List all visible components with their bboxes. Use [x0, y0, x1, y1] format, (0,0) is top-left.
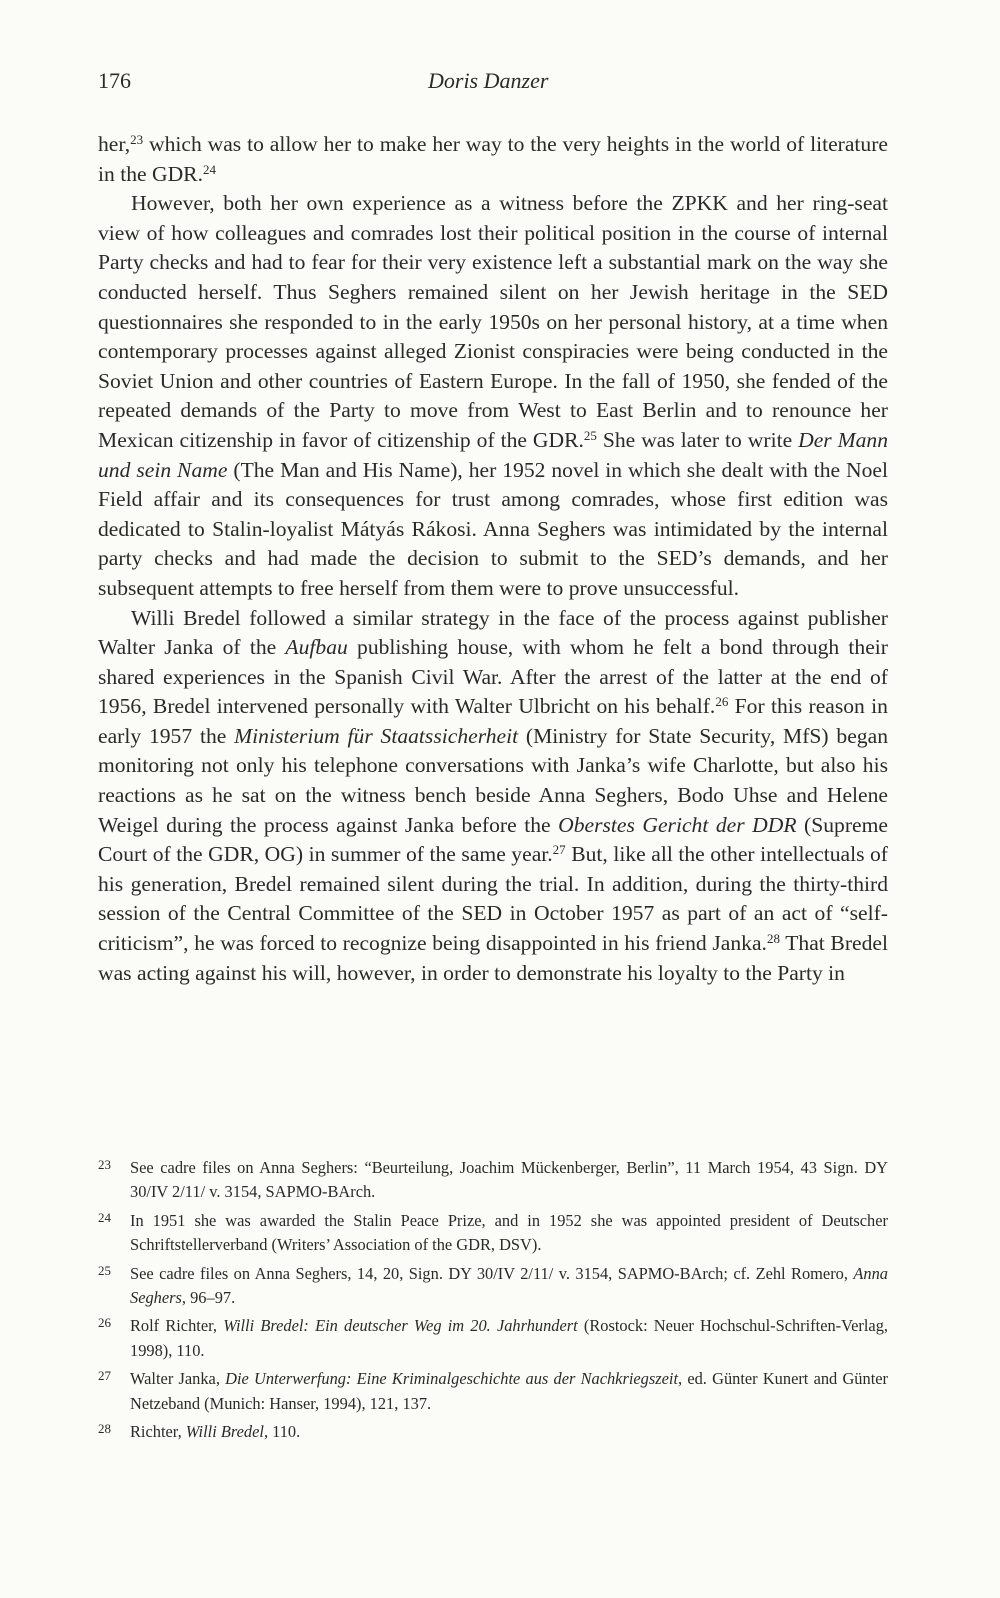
- footnote-number: 25: [98, 1262, 111, 1278]
- text-run: (Rostock: Neuer Hochschul-Schriften-Verlag, 1998), 110.: [130, 1316, 888, 1360]
- footnote: [98, 1367, 888, 1416]
- page-number: 176: [98, 68, 131, 93]
- italic-text: Aufbau: [285, 635, 348, 660]
- text-run: , ed. Günter Kunert and Günter Netzeband (Munich: Hanser, 1994), 121, 137.: [130, 1369, 888, 1413]
- footnote: [98, 1262, 888, 1311]
- italic-text: Anna Seghers: [130, 1263, 888, 1308]
- italic-text: Die Unterwerfung: Eine Kriminalgeschichte aus der Nachkriegszeit: [225, 1369, 678, 1389]
- text-run: In 1951 she was awarded the Stalin Peace Prize, and in 1952 she was appointed president of Deutscher Schriftstellerverband (Writers’ Association of the GDR, DSV).: [130, 1210, 888, 1255]
- text-run: (Ministry for State Security, MfS) began monitoring not only his telephone conversations with Janka’s wife Charlotte, but also his reactions as he sat on the witness bench beside Anna Seghers, Bodo Uhse and Helene Weigel during the process against Janka before the: [98, 723, 888, 837]
- footnote: [98, 1156, 888, 1205]
- text-run: She was later to write: [596, 427, 799, 452]
- text-run: her,: [98, 132, 131, 156]
- footnotes: [98, 1156, 888, 1448]
- footnote-ref: 23: [130, 132, 144, 147]
- italic-text: Der Mann und sein Name: [98, 427, 889, 482]
- text-run: See cadre files on Anna Seghers, 14, 20, Sign. DY 30/IV 2/11/ v. 3154, SAPMO-BArch; cf. Zehl Romero,: [130, 1263, 854, 1283]
- footnote-number: 26: [98, 1315, 111, 1331]
- paragraph: [98, 189, 888, 603]
- running-head: Doris Danzer: [428, 68, 549, 93]
- text-run: Walter Janka,: [130, 1369, 226, 1389]
- text-run: But, like all the other intellectuals of his generation, Bredel remained silent during the trial. In addition, during the thirty-third session of the Central Committee of the SED in October 1957 as part of an act of “self-criticism”, he was forced to recognize being disappointed in his friend Janka.: [98, 842, 888, 956]
- footnote: [98, 1314, 888, 1363]
- text-run: , 110.: [263, 1422, 301, 1442]
- footnote-number: 24: [98, 1209, 111, 1225]
- footnote-ref: 26: [715, 694, 729, 710]
- italic-text: Ministerium für Staatssicherheit: [234, 723, 519, 748]
- footnote-number: 27: [98, 1368, 111, 1384]
- footnote: [98, 1420, 888, 1444]
- text-run: which was to allow her to make her way to the very heights in the world of literature in the GDR.: [98, 132, 888, 186]
- footnote-ref: 24: [202, 161, 216, 177]
- text-run: For this reason in early 1957 the: [98, 694, 888, 748]
- text-run: publishing house, with whom he felt a bond through their shared experiences in the Spanish Civil War. After the arrest of the latter at the end of 1956, Bredel intervened personally with Walter Ulbricht on his behalf.: [98, 635, 888, 719]
- footnote: [98, 1209, 888, 1258]
- text-run: However, both her own experience as a witness before the ZPKK and her ring-seat view of how colleagues and comrades lost their political position in the course of internal Party checks and had to fear for their very existence left a substantial mark on the way she conducted herself. Thus Seghers remained silent on her Jewish heritage in the SED questionnaires she responded to in the early 1950s on her personal history, at a time when contemporary processes against alleged Zionist conspiracies were being conducted in the Soviet Union and other countries of Eastern Europe. In the fall of 1950, she fended of the repeated demands of the Party to move from West to East Berlin and to renounce her Mexican citizenship in favor of citizenship of the GDR.: [98, 191, 888, 452]
- text-run: (The Man and His Name), her 1952 novel in which she dealt with the Noel Field affair and its consequences for trust among comrades, whose first edition was dedicated to Stalin-loyalist Mátyás Rákosi. Anna Seghers was intimidated by the internal party checks and had made the decision to submit to the SED’s demands, and her subsequent attempts to free herself from them were to prove unsuccessful.: [98, 457, 888, 600]
- text-run: (Supreme Court of the GDR, OG) in summer of the same year.: [98, 812, 888, 867]
- italic-text: Willi Bredel: [185, 1422, 264, 1442]
- text-run: That Bredel was acting against his will, however, in order to demonstrate his loyalty to the Party in: [98, 931, 888, 985]
- footnote-number: 23: [98, 1157, 111, 1172]
- text-run: See cadre files on Anna Seghers: “Beurteilung, Joachim Mückenberger, Berlin”, 11 March 1954, 43 Sign. DY 30/IV 2/11/ v. 3154, SAPMO-BArch.: [130, 1158, 888, 1202]
- footnote-number: 28: [98, 1421, 111, 1437]
- italic-text: Willi Bredel: Ein deutscher Weg im 20. Jahrhundert: [223, 1316, 578, 1336]
- footnote-ref: 25: [583, 427, 597, 443]
- text-run: , 96–97.: [181, 1288, 236, 1308]
- paragraph: [98, 604, 888, 989]
- text-run: Willi Bredel followed a similar strategy in the face of the process against publisher Walter Janka of the: [98, 605, 888, 660]
- text-run: Richter,: [130, 1422, 186, 1442]
- paragraph: [98, 130, 888, 189]
- footnote-ref: 28: [766, 931, 780, 947]
- italic-text: Oberstes Gericht der DDR: [558, 812, 797, 837]
- page-header: [98, 68, 888, 108]
- footnote-ref: 27: [552, 842, 566, 858]
- text-run: Rolf Richter,: [130, 1316, 224, 1336]
- body-text: [98, 130, 888, 988]
